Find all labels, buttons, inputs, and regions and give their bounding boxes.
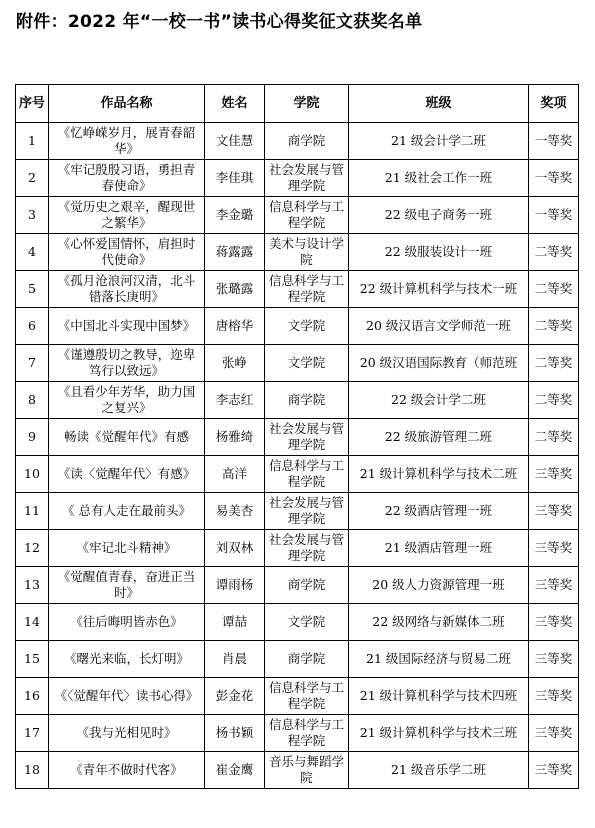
table-row xyxy=(16,123,579,160)
cell-award: 三等奖 xyxy=(529,641,579,678)
cell-class: 20 级人力资源管理一班 xyxy=(349,567,529,604)
cell-award: 三等奖 xyxy=(529,456,579,493)
cell-school: 信息科学与工程学院 xyxy=(265,456,349,493)
table-row xyxy=(16,308,579,345)
table-header-row xyxy=(16,85,579,123)
cell-class: 21 级社会工作一班 xyxy=(349,160,529,197)
cell-school: 信息科学与工程学院 xyxy=(265,197,349,234)
cell-school: 美术与设计学院 xyxy=(265,234,349,271)
cell-work-title: 《 总有人走在最前头》 xyxy=(49,493,205,530)
cell-school: 商学院 xyxy=(265,123,349,160)
cell-award: 二等奖 xyxy=(529,382,579,419)
cell-award: 二等奖 xyxy=(529,419,579,456)
table-row xyxy=(16,752,579,789)
cell-number: 6 xyxy=(16,308,49,345)
cell-number: 12 xyxy=(16,530,49,567)
cell-class: 21 级音乐学二班 xyxy=(349,752,529,789)
cell-class: 22 级会计学二班 xyxy=(349,382,529,419)
cell-school: 文学院 xyxy=(265,308,349,345)
award-table xyxy=(15,84,579,789)
cell-student-name: 李志红 xyxy=(205,382,265,419)
cell-number: 8 xyxy=(16,382,49,419)
cell-award: 三等奖 xyxy=(529,678,579,715)
cell-work-title: 《牢记殷殷习语，勇担青春使命》 xyxy=(49,160,205,197)
cell-school: 商学院 xyxy=(265,641,349,678)
cell-work-title: 《往后晦明皆赤色》 xyxy=(49,604,205,641)
cell-award: 二等奖 xyxy=(529,345,579,382)
cell-work-title: 《青年不做时代客》 xyxy=(49,752,205,789)
cell-work-title: 《觉历史之艰辛，醒现世之繁华》 xyxy=(49,197,205,234)
cell-number: 1 xyxy=(16,123,49,160)
cell-school: 商学院 xyxy=(265,382,349,419)
cell-school: 文学院 xyxy=(265,345,349,382)
header-school: 学院 xyxy=(265,85,349,123)
header-no: 序号 xyxy=(16,85,49,123)
table-row xyxy=(16,604,579,641)
cell-award: 三等奖 xyxy=(529,530,579,567)
document-title: 附件：2022 年“一校一书”读书心得奖征文获奖名单 xyxy=(16,12,423,32)
cell-school: 社会发展与管理学院 xyxy=(265,160,349,197)
cell-work-title: 《忆峥嵘岁月，展青春韶华》 xyxy=(49,123,205,160)
cell-award: 三等奖 xyxy=(529,567,579,604)
cell-student-name: 高洋 xyxy=(205,456,265,493)
table-row xyxy=(16,271,579,308)
cell-student-name: 易美杏 xyxy=(205,493,265,530)
cell-award: 一等奖 xyxy=(529,197,579,234)
table-row xyxy=(16,234,579,271)
cell-number: 17 xyxy=(16,715,49,752)
cell-work-title: 《读〈觉醒年代〉有感》 xyxy=(49,456,205,493)
cell-student-name: 肖晨 xyxy=(205,641,265,678)
cell-award: 一等奖 xyxy=(529,123,579,160)
header-award: 奖项 xyxy=(529,85,579,123)
table-row xyxy=(16,197,579,234)
table-row xyxy=(16,715,579,752)
header-class: 班级 xyxy=(349,85,529,123)
cell-number: 13 xyxy=(16,567,49,604)
cell-work-title: 《谨遵殷切之教导，迩卑笃行以致远》 xyxy=(49,345,205,382)
cell-number: 14 xyxy=(16,604,49,641)
cell-class: 21 级国际经济与贸易二班 xyxy=(349,641,529,678)
table-row xyxy=(16,382,579,419)
cell-number: 10 xyxy=(16,456,49,493)
cell-student-name: 谭雨杨 xyxy=(205,567,265,604)
table-row xyxy=(16,641,579,678)
cell-student-name: 崔金鹰 xyxy=(205,752,265,789)
table-row xyxy=(16,493,579,530)
cell-school: 社会发展与管理学院 xyxy=(265,419,349,456)
cell-award: 二等奖 xyxy=(529,271,579,308)
cell-student-name: 张璐露 xyxy=(205,271,265,308)
cell-work-title: 《〈觉醒年代〉读书心得》 xyxy=(49,678,205,715)
cell-number: 9 xyxy=(16,419,49,456)
cell-number: 3 xyxy=(16,197,49,234)
cell-student-name: 文佳慧 xyxy=(205,123,265,160)
cell-student-name: 彭金花 xyxy=(205,678,265,715)
cell-number: 2 xyxy=(16,160,49,197)
cell-student-name: 杨雅绮 xyxy=(205,419,265,456)
cell-student-name: 李金璐 xyxy=(205,197,265,234)
cell-number: 16 xyxy=(16,678,49,715)
cell-school: 文学院 xyxy=(265,604,349,641)
cell-award: 二等奖 xyxy=(529,234,579,271)
cell-work-title: 《牢记北斗精神》 xyxy=(49,530,205,567)
cell-number: 15 xyxy=(16,641,49,678)
cell-work-title: 《觉醒值青春，奋进正当时》 xyxy=(49,567,205,604)
cell-award: 三等奖 xyxy=(529,715,579,752)
cell-student-name: 李佳琪 xyxy=(205,160,265,197)
cell-work-title: 畅读《觉醒年代》有感 xyxy=(49,419,205,456)
cell-school: 社会发展与管理学院 xyxy=(265,530,349,567)
cell-class: 22 级网络与新媒体二班 xyxy=(349,604,529,641)
cell-number: 7 xyxy=(16,345,49,382)
cell-work-title: 《孤月沧浪河汉清，北斗错落长庚明》 xyxy=(49,271,205,308)
cell-class: 22 级旅游管理二班 xyxy=(349,419,529,456)
cell-school: 信息科学与工程学院 xyxy=(265,271,349,308)
cell-class: 22 级电子商务一班 xyxy=(349,197,529,234)
cell-class: 21 级会计学二班 xyxy=(349,123,529,160)
table-body xyxy=(16,123,579,789)
cell-class: 21 级计算机科学与技术二班 xyxy=(349,456,529,493)
cell-student-name: 唐榕华 xyxy=(205,308,265,345)
cell-number: 4 xyxy=(16,234,49,271)
table-row xyxy=(16,530,579,567)
cell-class: 21 级计算机科学与技术三班 xyxy=(349,715,529,752)
cell-award: 二等奖 xyxy=(529,308,579,345)
cell-award: 三等奖 xyxy=(529,493,579,530)
cell-class: 22 级计算机科学与技术一班 xyxy=(349,271,529,308)
table-row xyxy=(16,567,579,604)
cell-work-title: 《曙光来临，长灯明》 xyxy=(49,641,205,678)
header-name: 姓名 xyxy=(205,85,265,123)
cell-class: 21 级计算机科学与技术四班 xyxy=(349,678,529,715)
table-row xyxy=(16,345,579,382)
cell-student-name: 杨书颖 xyxy=(205,715,265,752)
cell-school: 信息科学与工程学院 xyxy=(265,715,349,752)
cell-number: 5 xyxy=(16,271,49,308)
cell-number: 18 xyxy=(16,752,49,789)
cell-number: 11 xyxy=(16,493,49,530)
cell-school: 社会发展与管理学院 xyxy=(265,493,349,530)
table-row xyxy=(16,456,579,493)
cell-student-name: 蒋露露 xyxy=(205,234,265,271)
cell-school: 商学院 xyxy=(265,567,349,604)
table-row xyxy=(16,160,579,197)
cell-award: 三等奖 xyxy=(529,752,579,789)
cell-work-title: 《我与光相见时》 xyxy=(49,715,205,752)
cell-work-title: 《且看少年芳华，助力国之复兴》 xyxy=(49,382,205,419)
cell-award: 三等奖 xyxy=(529,604,579,641)
cell-work-title: 《中国北斗实现中国梦》 xyxy=(49,308,205,345)
cell-class: 20 级汉语言文学师范一班 xyxy=(349,308,529,345)
cell-work-title: 《心怀爱国情怀，肩担时代使命》 xyxy=(49,234,205,271)
cell-student-name: 谭喆 xyxy=(205,604,265,641)
cell-class: 22 级服装设计一班 xyxy=(349,234,529,271)
table-row xyxy=(16,678,579,715)
cell-class: 20 级汉语国际教育（师范班 xyxy=(349,345,529,382)
cell-class: 21 级酒店管理一班 xyxy=(349,530,529,567)
table-row xyxy=(16,419,579,456)
cell-student-name: 张峥 xyxy=(205,345,265,382)
cell-award: 一等奖 xyxy=(529,160,579,197)
cell-class: 22 级酒店管理一班 xyxy=(349,493,529,530)
cell-student-name: 刘双林 xyxy=(205,530,265,567)
cell-school: 信息科学与工程学院 xyxy=(265,678,349,715)
header-work: 作品名称 xyxy=(49,85,205,123)
cell-school: 音乐与舞蹈学院 xyxy=(265,752,349,789)
